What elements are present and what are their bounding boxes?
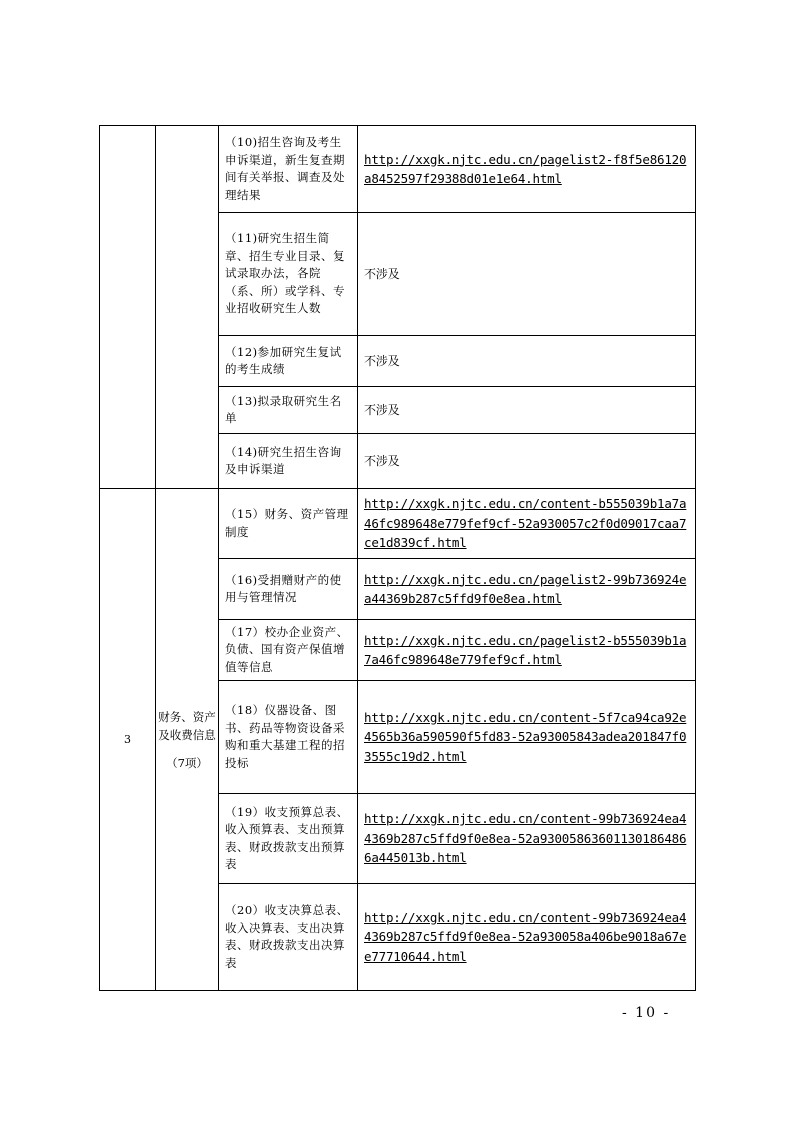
link-cell <box>358 336 696 387</box>
link-cell <box>358 126 696 213</box>
category-label: 财务、资产及收费信息 <box>158 709 216 742</box>
disclosure-link[interactable]: http://xxgk.njtc.edu.cn/pagelist2-b555039b1a7a46fc989648e779fef9cf.html <box>364 632 687 667</box>
row-number-cell: 3 <box>100 489 156 991</box>
link-cell <box>358 559 696 620</box>
link-cell <box>358 620 696 681</box>
category-count: （7项） <box>166 755 208 770</box>
disclosure-link[interactable]: http://xxgk.njtc.edu.cn/content-99b736924ea44369b287c5ffd9f0e8ea-52a930058a406be9018a67ee77710644.html <box>364 909 687 964</box>
item-cell: （20）收支决算总表、收入决算表、支出决算表、财政拨款支出决算表 <box>219 884 358 991</box>
category-cell <box>156 489 219 991</box>
item-cell: （18）仪器设备、图书、药品等物资设备采购和重大基建工程的招投标 <box>219 681 358 794</box>
disclosure-link[interactable]: http://xxgk.njtc.edu.cn/content-b555039b1a7a46fc989648e779fef9cf-52a930057c2f0d09017caa7ce1d839cf.html <box>364 496 687 551</box>
not-applicable-text: 不涉及 <box>364 266 400 281</box>
item-cell: （11)研究生招生简章、招生专业目录、复试录取办法，各院（系、所）或学科、专业招收研究生人数 <box>219 213 358 336</box>
row-number-cell <box>100 126 156 489</box>
item-cell: （14)研究生招生咨询及申诉渠道 <box>219 434 358 489</box>
not-applicable-text: 不涉及 <box>364 402 400 417</box>
link-cell <box>358 884 696 991</box>
link-cell <box>358 434 696 489</box>
item-cell: （13)拟录取研究生名单 <box>219 387 358 434</box>
disclosure-link[interactable]: http://xxgk.njtc.edu.cn/content-99b736924ea44369b287c5ffd9f0e8ea-52a93005863601130186486 6a445013b.html <box>364 811 687 866</box>
link-cell <box>358 681 696 794</box>
item-cell: （19）收支预算总表、收入预算表、支出预算表、财政拨款支出预算表 <box>219 794 358 884</box>
item-cell: （16)受捐赠财产的使用与管理情况 <box>219 559 358 620</box>
item-cell: （15）财务、资产管理制度 <box>219 489 358 559</box>
disclosure-link[interactable]: http://xxgk.njtc.edu.cn/content-5f7ca94ca92e4565b36a590590f5fd83-52a93005843adea201847f03555c19d2.html <box>364 709 687 764</box>
disclosure-table <box>99 125 696 991</box>
category-cell <box>156 126 219 489</box>
table-row <box>100 489 696 559</box>
not-applicable-text: 不涉及 <box>364 353 400 368</box>
item-cell: （17）校办企业资产、负债、国有资产保值增值等信息 <box>219 620 358 681</box>
table-row <box>100 126 696 213</box>
page-number: - 10 - <box>622 1005 671 1021</box>
not-applicable-text: 不涉及 <box>364 453 400 468</box>
disclosure-link[interactable]: http://xxgk.njtc.edu.cn/pagelist2-f8f5e86120a8452597f29388d01e1e64.html <box>364 151 687 186</box>
link-cell <box>358 489 696 559</box>
link-cell <box>358 213 696 336</box>
link-cell <box>358 794 696 884</box>
item-cell: （12)参加研究生复试的考生成绩 <box>219 336 358 387</box>
link-cell <box>358 387 696 434</box>
disclosure-link[interactable]: http://xxgk.njtc.edu.cn/pagelist2-99b736924ea44369b287c5ffd9f0e8ea.html <box>364 571 687 606</box>
item-cell: （10)招生咨询及考生申诉渠道，新生复查期间有关举报、调查及处理结果 <box>219 126 358 213</box>
